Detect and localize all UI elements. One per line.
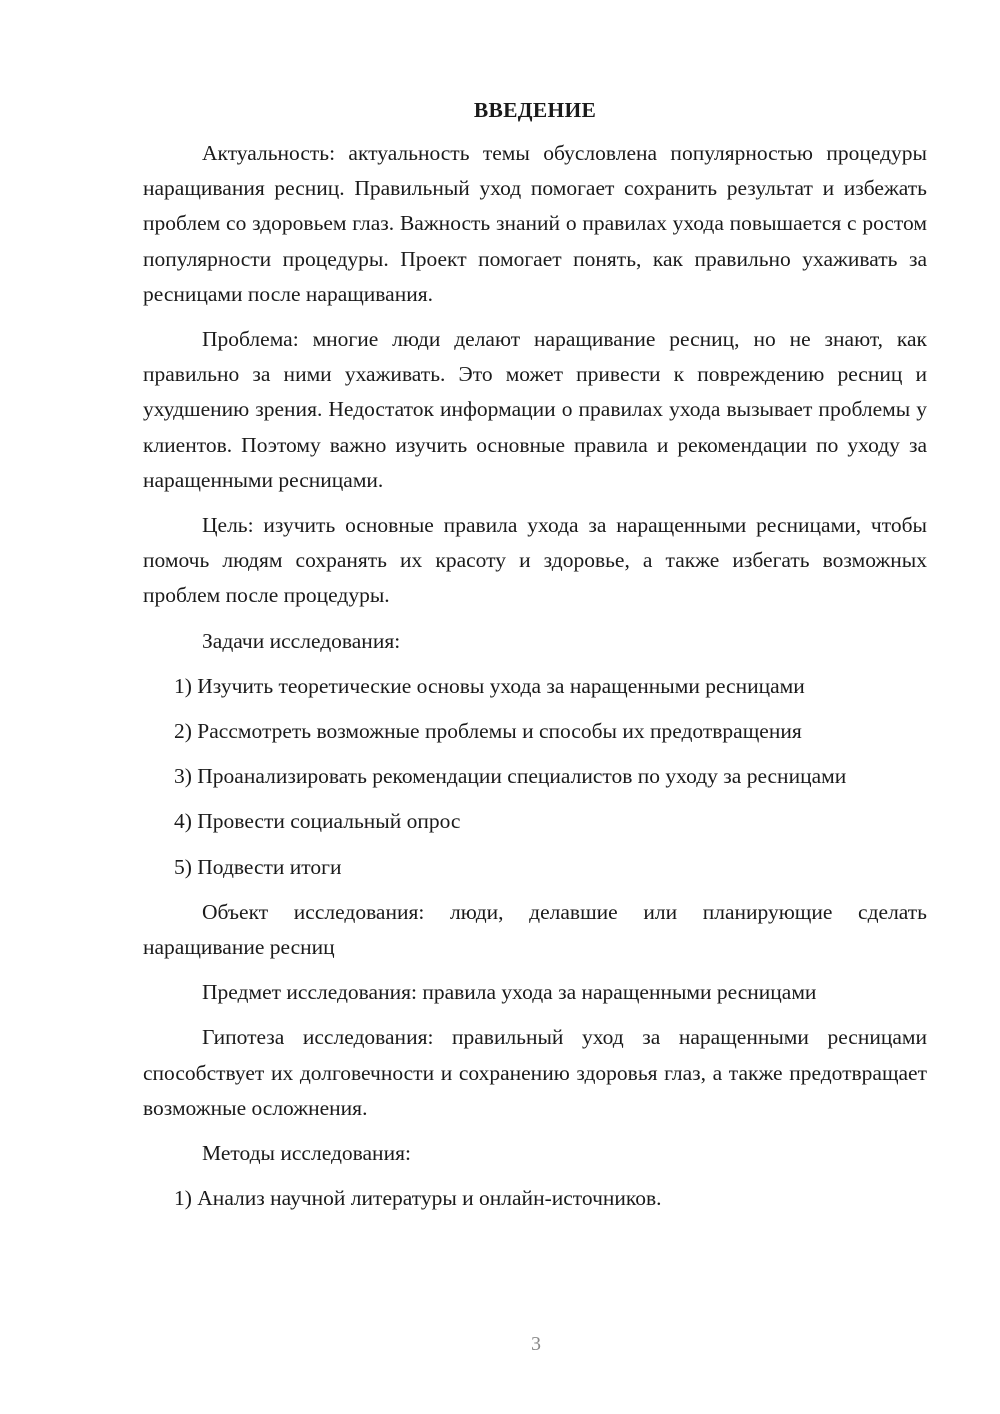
relevance-paragraph: Актуальность: актуальность темы обусловлена популярностью процедуры наращивания ресниц. Правильный уход помогает сохранить результат и избежать проблем со здоровьем глаз. Важность знаний о правилах ухода повышается с ростом популярности процедуры. Проект помогает понять, как правильно ухаживать за ресницами после наращивания. [143,141,927,306]
task-item-2: 2) Рассмотреть возможные проблемы и способы их предотвращения [174,719,802,744]
subject-paragraph: Предмет исследования: правила ухода за наращенными ресницами [202,980,817,1005]
object-paragraph: Объект исследования: люди, делавшие или планирующие сделать наращивание ресниц [143,899,927,960]
page-content [143,94,927,1226]
task-item-1: 1) Изучить теоретические основы ухода за наращенными ресницами [174,673,805,698]
hypothesis-paragraph: Гипотеза исследования: правильный уход за наращенными ресницами способствует их долговечности и сохранению здоровья глаз, а также предотвращает возможные осложнения. [143,1025,927,1120]
method-item-1: 1) Анализ научной литературы и онлайн-источников. [174,1186,662,1211]
goal-paragraph: Цель: изучить основные правила ухода за наращенными ресницами, чтобы помочь людям сохранять их красоту и здоровье, а также избегать возможных проблем после процедуры. [143,513,927,608]
problem-paragraph: Проблема: многие люди делают наращивание ресниц, но не знают, как правильно за ними ухаживать. Это может привести к повреждению ресниц и ухудшению зрения. Недостаток информации о правилах ухода вызывает проблемы у клиентов. Поэтому важно изучить основные правила и рекомендации по уходу за наращенными ресницами. [143,327,927,492]
tasks-heading: Задачи исследования: [202,628,401,653]
task-item-5: 5) Подвести итоги [174,854,342,879]
task-item-4: 4) Провести социальный опрос [174,809,461,834]
page-title: ВВЕДЕНИЕ [473,98,597,122]
page-number: 3 [531,1333,541,1355]
methods-heading: Методы исследования: [202,1141,411,1166]
task-item-3: 3) Проанализировать рекомендации специалистов по уходу за ресницами [174,764,847,789]
